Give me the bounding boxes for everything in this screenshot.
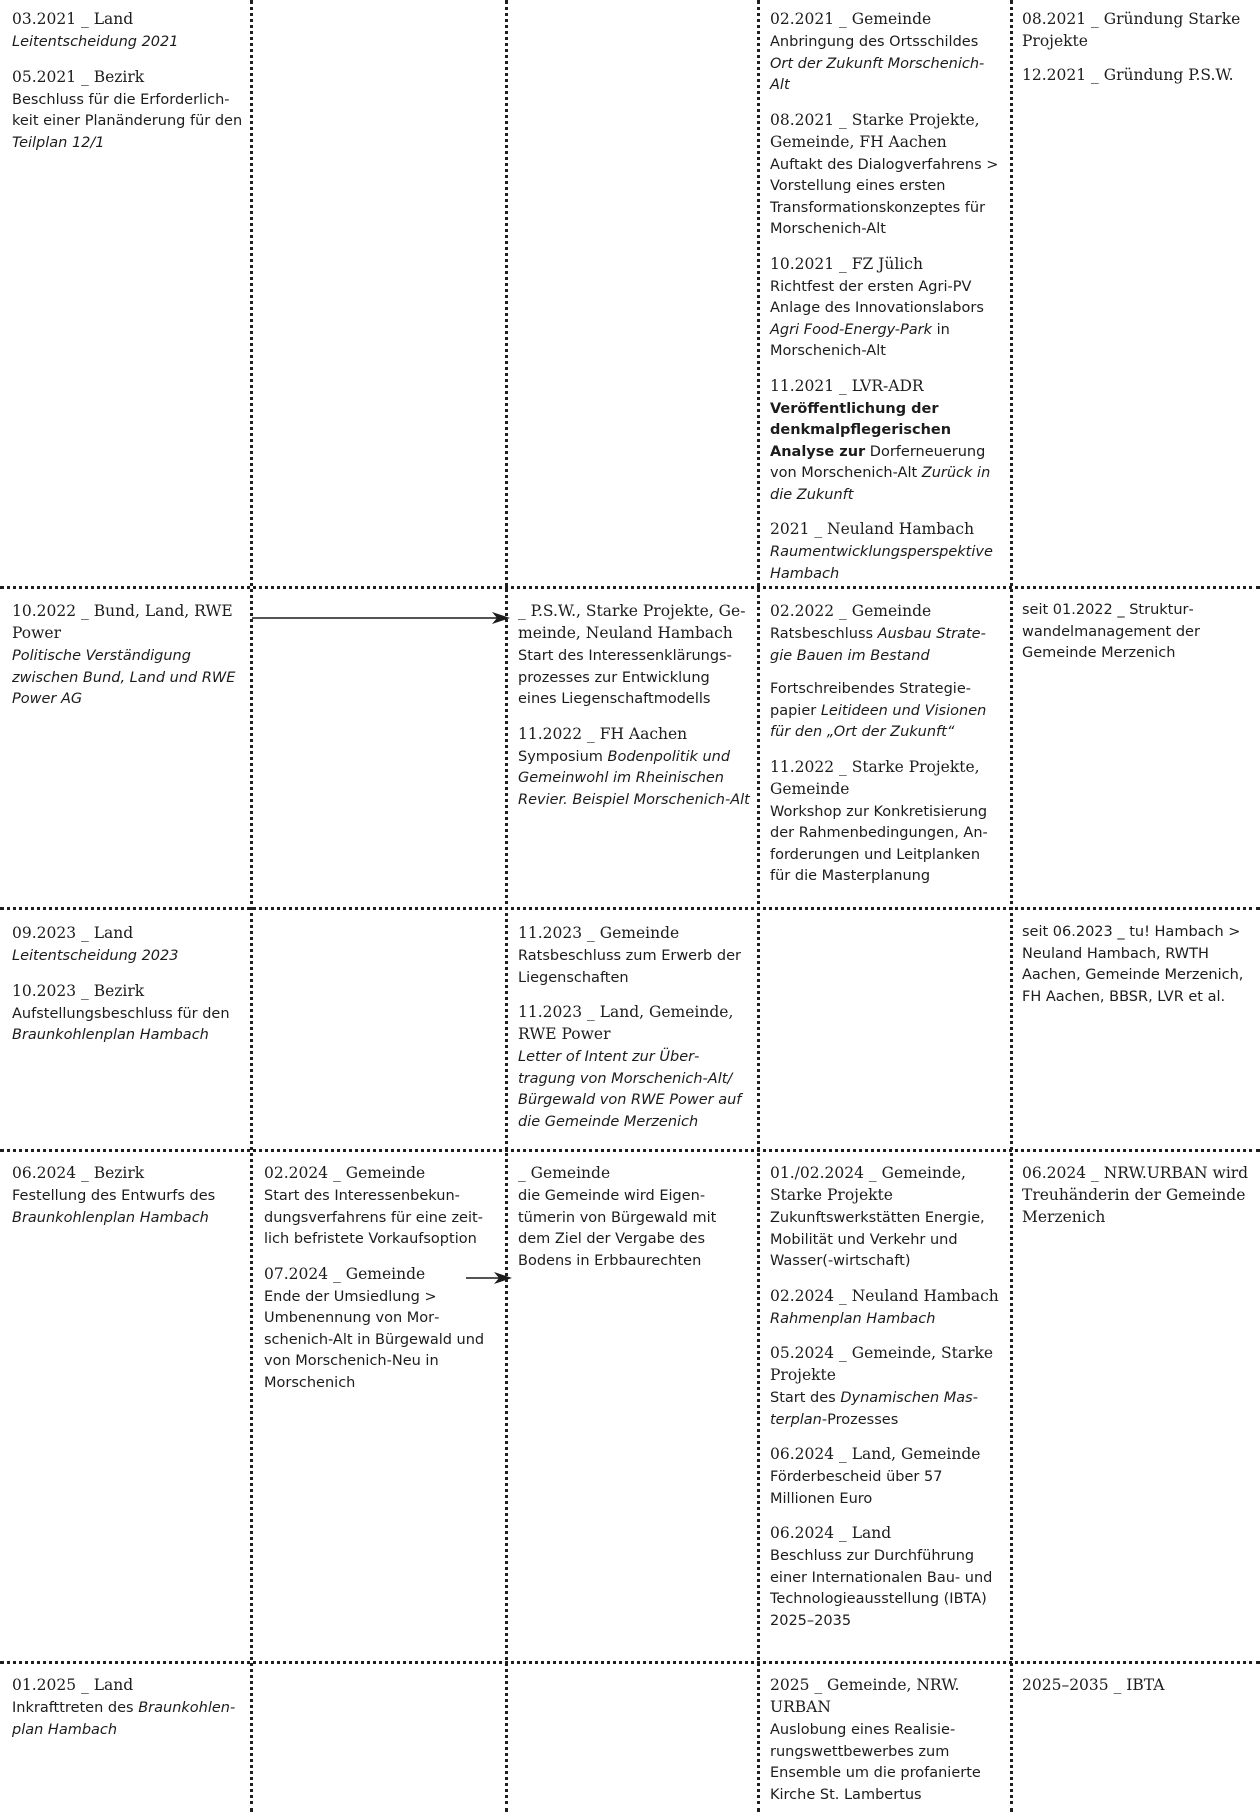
entry-text-segment: Beschluss für die Erforderlichkeit einer Planänderung für den — [12, 91, 243, 129]
timeline-cell — [264, 1162, 496, 1406]
entry-text-segment: Braunkohlenplan Hambach — [12, 1209, 209, 1226]
entry-text-segment: Dorferneuerung von Morschenich-Alt — [770, 443, 986, 481]
entry-text — [770, 1309, 1002, 1331]
timeline-entry — [518, 1001, 750, 1133]
entry-text-segment: Ort der Zukunft Morschenich-Alt — [770, 55, 985, 93]
column-divider — [1010, 0, 1013, 1812]
entry-text — [518, 1186, 750, 1272]
entry-text-segment: Beschluss zur Durchführung einer Internationalen Bau- und Technologieausstellung (IBTA) 2025–2035 — [770, 1548, 993, 1629]
timeline-entry — [518, 1162, 750, 1272]
timeline-entry — [12, 922, 244, 968]
timeline-entry — [770, 1443, 1002, 1510]
timeline-entry — [518, 600, 750, 711]
timeline-entry — [264, 1162, 496, 1251]
timeline-entry — [770, 253, 1002, 363]
entry-text — [770, 399, 1002, 507]
entry-text — [770, 542, 1002, 585]
timeline-entry — [518, 922, 750, 989]
entry-text-segment: Symposium — [518, 748, 608, 765]
entry-text-segment: Auftakt des Dialogverfahrens > Vorstellung eines ersten Transformationskonzeptes für Morschenich-Alt — [770, 156, 999, 237]
entry-text — [12, 946, 244, 968]
entry-text — [1022, 600, 1252, 665]
entry-heading: 07.2024 _ Gemeinde — [264, 1264, 426, 1283]
entry-heading: 11.2021 _ LVR-ADR — [770, 376, 924, 395]
entry-text-segment: Rahmenplan Hambach — [770, 1310, 936, 1327]
timeline-cell — [12, 8, 244, 166]
entry-text-segment: Aufstellungsbeschluss für den — [12, 1005, 230, 1022]
row-divider — [0, 907, 1260, 910]
timeline-entry — [770, 1285, 1002, 1331]
entry-text-segment: Veröffentlichung der denkmalpflegerischen Analyse zur — [770, 400, 952, 460]
entry-heading: 05.2024 _ Gemeinde, Starke Projekte — [770, 1344, 994, 1384]
timeline-entry — [770, 375, 1002, 507]
entry-text-segment: Braunkohlenplan Hambach — [12, 1700, 236, 1738]
timeline-entry — [770, 600, 1002, 667]
entry-text — [12, 90, 244, 155]
timeline-entry — [1022, 1162, 1252, 1228]
entry-text — [770, 1388, 1002, 1431]
entry-heading: 11.2022 _ FH Aachen — [518, 724, 688, 743]
entry-text — [770, 802, 1002, 888]
entry-text-segment: Leitideen und Visionen für den „Ort der Zukunft“ — [770, 702, 987, 740]
timeline-cell — [12, 922, 244, 1059]
entry-text-segment: Ratsbeschluss — [770, 626, 878, 642]
timeline-entry — [1022, 922, 1252, 1008]
timeline-entry — [1022, 64, 1252, 86]
entry-text — [518, 646, 750, 711]
timeline-entry — [770, 679, 1002, 744]
timeline-entry — [12, 1162, 244, 1229]
timeline-cell — [1022, 8, 1252, 98]
entry-text — [12, 1004, 244, 1047]
timeline-entry — [12, 980, 244, 1047]
timeline-cell — [12, 600, 244, 723]
entry-text-segment: Leitentscheidung 2021 — [12, 34, 179, 50]
timeline-entry — [12, 1674, 244, 1741]
entry-text-segment: Richtfest der ersten Agri-PV Anlage des Innovationslabors — [770, 278, 984, 316]
entry-text-segment: Workshop zur Konkretisierung der Rahmenbedingungen, Anforderungen und Leitplanken für die Masterplanung — [770, 803, 988, 884]
timeline-entry — [770, 518, 1002, 585]
entry-text — [518, 1047, 750, 1133]
entry-heading: 08.2021 _ Gründung Starke Projekte — [1022, 10, 1241, 50]
entry-heading: 12.2021 _ Gründung P.S.W. — [1022, 66, 1234, 84]
timeline-entry — [770, 109, 1002, 241]
timeline-cell — [1022, 1674, 1252, 1708]
timeline-entry — [1022, 1674, 1252, 1696]
timeline-entry — [264, 1263, 496, 1395]
entry-text — [770, 277, 1002, 363]
entry-text-segment: die Gemeinde wird Eigentümerin von Bürgewald mit dem Ziel der Vergabe des Bodens in Erbbaurechten — [518, 1188, 717, 1269]
timeline-cell — [518, 600, 750, 823]
entry-heading: 10.2022 _ Bund, Land, RWE Power — [12, 602, 233, 642]
entry-heading: 03.2021 _ Land — [12, 10, 134, 28]
entry-heading: 11.2022 _ Starke Projekte, Gemeinde — [770, 757, 980, 798]
entry-text — [770, 1208, 1002, 1273]
timeline-cell — [518, 1162, 750, 1284]
timeline-entry — [1022, 600, 1252, 665]
entry-text — [518, 946, 750, 989]
entry-heading: 08.2021 _ Starke Projekte, Gemeinde, FH Aachen — [770, 110, 980, 151]
entry-text-segment: Anbringung des Ortsschildes — [770, 34, 979, 50]
entry-text-segment: -Prozesses — [821, 1411, 899, 1428]
timeline-entry — [12, 8, 244, 54]
entry-text-segment: Start des Interessenklärungsprozesses zur Entwicklung eines Liegenschaftmodells — [518, 648, 732, 707]
timeline-entry — [770, 1162, 1002, 1273]
entry-text — [770, 679, 1002, 744]
entry-text-segment: Auslobung eines Realisierungswettbewerbes zum Ensemble um die profanierte Kirche St. Lambertus — [770, 1722, 981, 1803]
entry-text-segment: Ratsbeschluss zum Erwerb der Liegenschaften — [518, 948, 741, 986]
row-divider — [0, 586, 1260, 589]
timeline-cell — [12, 1162, 244, 1241]
entry-heading: 02.2024 _ Gemeinde — [264, 1164, 426, 1182]
timeline-entry — [770, 1522, 1002, 1632]
entry-heading: 05.2021 _ Bezirk — [12, 67, 145, 86]
entry-text-segment: Leitentscheidung 2023 — [12, 948, 179, 964]
entry-text-segment: Ende der Umsiedlung > Umbenennung von Morschenich-Alt in Bürgewald und von Morschenich-Neu in Morschenich — [264, 1288, 485, 1391]
timeline-cell — [1022, 600, 1252, 677]
timeline-cell — [770, 1674, 1002, 1818]
entry-heading: _ P.S.W., Starke Projekte, Gemeinde, Neuland Hambach — [518, 602, 746, 642]
entry-heading: 2021 _ Neuland Hambach — [770, 520, 975, 538]
column-divider — [757, 0, 760, 1812]
entry-text-segment: Zukunftswerkstätten Energie, Mobilität und Verkehr und Wasser(-wirtschaft) — [770, 1210, 985, 1269]
timeline-entry — [770, 1674, 1002, 1806]
column-divider — [505, 0, 508, 1812]
timeline-entry — [770, 8, 1002, 97]
entry-text — [770, 1720, 1002, 1806]
timeline-entry — [518, 723, 750, 812]
timeline-entry — [12, 600, 244, 711]
entry-heading: 06.2024 _ Land, Gemeinde — [770, 1445, 981, 1463]
entry-text-segment: seit 06.2023 _ tu! Hambach > Neuland Hambach, RWTH Aachen, Gemeinde Merzenich, FH Aachen, BBSR, LVR et al. — [1022, 924, 1244, 1005]
entry-text — [1022, 922, 1252, 1008]
timeline-cell — [770, 600, 1002, 900]
entry-heading: 11.2023 _ Land, Gemeinde, RWE Power — [518, 1003, 734, 1043]
entry-heading: 2025 _ Gemeinde, NRW. URBAN — [770, 1676, 960, 1716]
timeline-entry — [770, 1342, 1002, 1431]
arrow-right-icon — [252, 610, 512, 626]
entry-text-segment: Politische Verständigung zwischen Bund, Land und RWE Power AG — [12, 648, 236, 707]
entry-text-segment: seit 01.2022 _ Strukturwandelmanagement der Gemeinde Merzenich — [1022, 602, 1200, 661]
entry-text — [12, 1698, 244, 1741]
entry-text-segment: Teilplan 12/1 — [12, 134, 105, 151]
entry-text-segment: in Morschenich-Alt — [770, 321, 950, 359]
entry-text-segment: Raumentwicklungsperspektive Hambach — [770, 544, 993, 582]
entry-text-segment: Inkrafttreten des — [12, 1700, 139, 1716]
timeline-cell — [770, 8, 1002, 597]
entry-text — [770, 1467, 1002, 1510]
entry-text-segment: Letter of Intent zur Übertragung von Morschenich-Alt/ Bürgewald von RWE Power auf die Gemeinde Merzenich — [518, 1049, 742, 1130]
entry-text-segment: Bodenpolitik und Gemeinwohl im Rheinischen Revier. Beispiel Morschenich-Alt — [518, 748, 750, 808]
timeline-cell — [518, 922, 750, 1145]
entry-text — [770, 155, 1002, 241]
entry-text-segment: Dynamischen Masterplan — [770, 1390, 978, 1428]
timeline-entry — [1022, 8, 1252, 52]
entry-heading: 02.2022 _ Gemeinde — [770, 602, 932, 620]
entry-heading: 06.2024 _ NRW.URBAN wird Treuhänderin der Gemeinde Merzenich — [1022, 1164, 1249, 1226]
entry-text-segment: Festellung des Entwurfs des — [12, 1188, 216, 1204]
entry-text — [12, 1186, 244, 1229]
timeline-entry — [12, 66, 244, 155]
entry-text — [264, 1186, 496, 1251]
entry-text — [770, 1546, 1002, 1632]
row-divider — [0, 1149, 1260, 1152]
row-divider — [0, 1661, 1260, 1664]
entry-heading: 02.2024 _ Neuland Hambach — [770, 1286, 999, 1305]
entry-text — [12, 32, 244, 54]
entry-text-segment: Start des Interessenbekundungsverfahrens für eine zeitlich befristete Vorkaufsoption — [264, 1188, 483, 1247]
entry-heading: _ Gemeinde — [518, 1164, 611, 1182]
entry-text — [12, 646, 244, 711]
timeline-cell — [12, 1674, 244, 1753]
entry-text-segment: Ausbau Strategie Bauen im Bestand — [770, 626, 986, 664]
entry-heading: 06.2024 _ Bezirk — [12, 1164, 145, 1182]
entry-text-segment: Agri Food-Energy-Park — [770, 321, 932, 338]
entry-heading: 02.2021 _ Gemeinde — [770, 10, 932, 28]
column-divider — [250, 0, 253, 1812]
entry-text — [264, 1287, 496, 1395]
entry-heading: 10.2021 _ FZ Jülich — [770, 254, 923, 273]
entry-text-segment: Braunkohlenplan Hambach — [12, 1027, 209, 1043]
entry-text-segment: Fortschreibendes Strategiepapier — [770, 681, 971, 719]
timeline-cell — [770, 1162, 1002, 1644]
entry-heading: 01.2025 _ Land — [12, 1676, 134, 1694]
entry-text-segment: Zurück in die Zukunft — [770, 465, 991, 503]
entry-heading: 01./02.2024 _ Gemeinde, Starke Projekte — [770, 1164, 966, 1204]
entry-heading: 11.2023 _ Gemeinde — [518, 924, 680, 942]
entry-heading: 10.2023 _ Bezirk — [12, 981, 145, 1000]
timeline-cell — [1022, 922, 1252, 1020]
timeline-cell — [1022, 1162, 1252, 1240]
entry-text-segment: Start des — [770, 1390, 841, 1406]
entry-text — [770, 624, 1002, 667]
entry-heading: 06.2024 _ Land — [770, 1524, 892, 1542]
entry-text — [518, 747, 750, 812]
entry-text-segment: Förderbescheid über 57 Millionen Euro — [770, 1469, 943, 1507]
entry-text — [770, 32, 1002, 97]
timeline-entry — [770, 756, 1002, 888]
entry-heading: 09.2023 _ Land — [12, 924, 134, 942]
entry-heading: 2025–2035 _ IBTA — [1022, 1676, 1165, 1694]
